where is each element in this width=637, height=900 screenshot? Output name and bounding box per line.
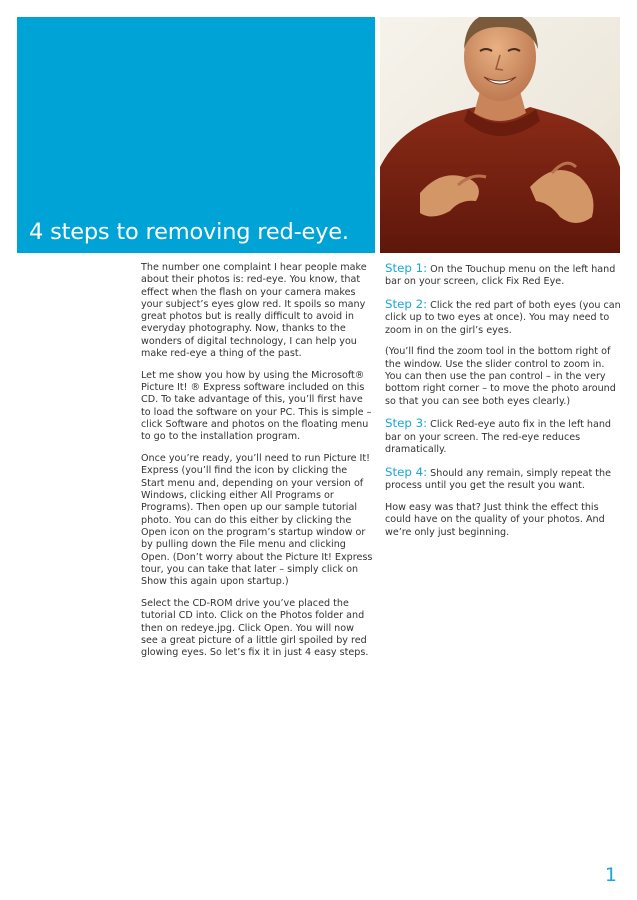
step-label: Step 3:: [385, 416, 428, 431]
step-4: [385, 466, 621, 493]
intro-paragraph: Once you’re ready, you’ll need to run Picture It! Express (you’ll find the icon by clicking the Start menu and, depending on your version of Windows, clicking either All Programs or Programs). Then open up our sample tutorial photo. You can do this either by clicking the Open icon on the program’s startup window or by pulling down the File menu and clicking Open. (Don’t worry about the Picture It! Express tour, you can take that later – simply click on Show this again upon startup.): [141, 453, 373, 588]
step-text: Click Red-eye auto fix in the left hand bar on your screen. The red-eye reduces dramatically.: [385, 419, 612, 456]
step-2: [385, 298, 621, 337]
step-3: [385, 417, 621, 456]
step-label: Step 4:: [385, 464, 428, 479]
step-text: On the Touchup menu on the left hand bar on your screen, click Fix Red Eye.: [385, 264, 616, 288]
step-1: [385, 262, 621, 289]
note-text: (You’ll find the zoom tool in the bottom right of the window. Use the slider control to zoom in. You can then use the pan control – in the very bottom right corner – to move the photo around so that you can see both eyes clearly.): [385, 346, 616, 407]
step-label: Step 1:: [385, 261, 428, 275]
intro-paragraph: Select the CD-ROM drive you’ve placed the tutorial CD into. Click on the Photos folder and then on redeye.jpg. Click Open. You will now see a great picture of a little girl spoiled by red glowing eyes. So let’s fix it in just 4 easy steps.: [141, 597, 369, 659]
intro-column: [141, 262, 373, 669]
step-text: Should any remain, simply repeat the process until you get the result you want.: [385, 467, 612, 492]
hero-photo: [380, 17, 620, 253]
step-text: Click the red part of both eyes (you can click up to two eyes at once). You may need to zoom in on the girl’s eyes.: [385, 300, 621, 336]
page-number: 1: [604, 864, 617, 886]
title-banner: [17, 17, 375, 253]
closing-paragraph: How easy was that? Just think the effect this could have on the quality of your photos. And we’re only just beginning.: [385, 501, 605, 538]
smiling-man-photo-icon: [380, 17, 620, 253]
steps-column: [385, 262, 621, 548]
zoom-note: [385, 346, 621, 407]
page-title: 4 steps to removing red-eye.: [29, 219, 349, 245]
intro-paragraph: Let me show you how by using the Microsoft® Picture It! ® Express software included on this CD. To take advantage of this, you’ll first have to load the software on your PC. This is simple – click Software and photos on the floating menu to go to the installation program.: [141, 369, 372, 443]
step-label: Step 2:: [385, 297, 428, 312]
intro-paragraph: The number one complaint I hear people make about their photos is: red-eye. You know, that effect when the flash on your camera makes your subject’s eyes glow red. It spoils so many great photos but is really difficult to avoid in everyday photography. Now, thanks to the wonders of digital technology, I can help you make red-eye a thing of the past.: [141, 262, 367, 360]
